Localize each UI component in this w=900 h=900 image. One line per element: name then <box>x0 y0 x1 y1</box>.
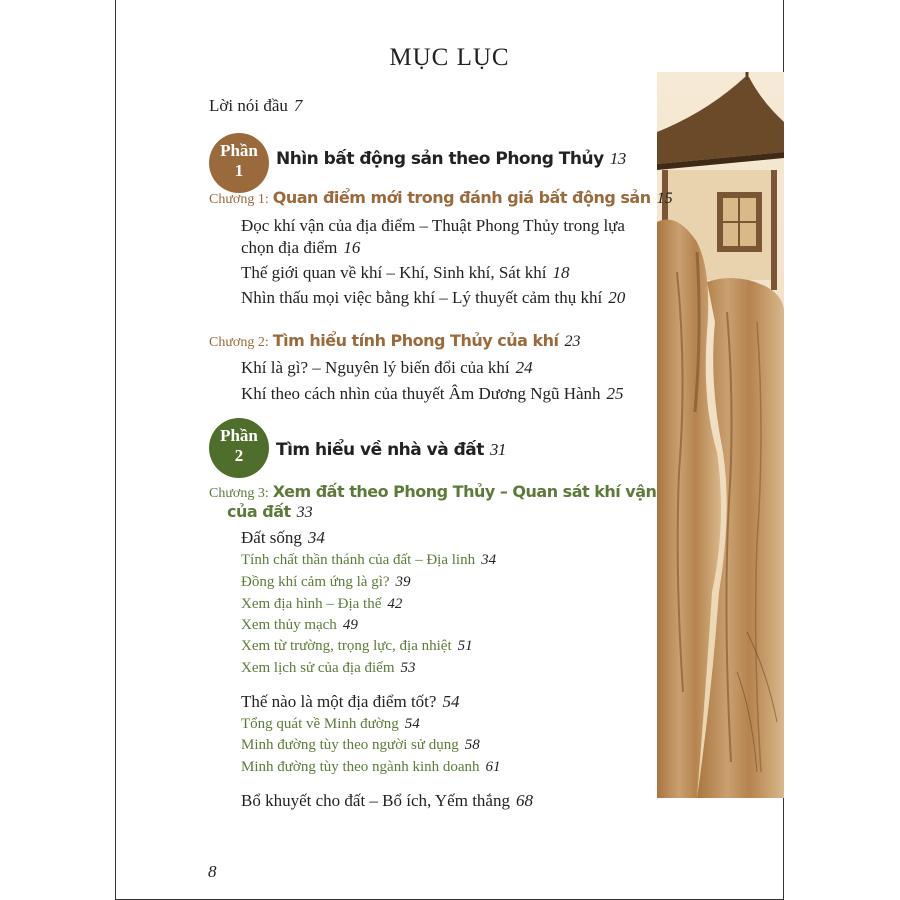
toc-subsection[interactable] <box>241 737 480 754</box>
chapter-label: Chương 3: <box>209 486 269 501</box>
part-number: 1 <box>234 161 244 180</box>
toc-subsection[interactable] <box>241 617 358 634</box>
toc-section-cont[interactable] <box>241 238 360 258</box>
part-word: Phần <box>220 426 258 445</box>
page-number: 20 <box>608 288 626 307</box>
page-number: 54 <box>442 692 460 711</box>
subsection-text: Tổng quát về Minh đường <box>241 716 399 732</box>
subsection-text: Minh đường tùy theo ngành kinh doanh <box>241 759 480 775</box>
toc-section[interactable] <box>241 288 625 308</box>
toc-subsection[interactable] <box>241 574 411 591</box>
temple-photo <box>657 72 784 798</box>
page-number: 15 <box>656 190 673 207</box>
subsection-text: Minh đường tùy theo người sử dụng <box>241 737 459 753</box>
page-number: 23 <box>564 333 581 350</box>
toc-part-2[interactable] <box>276 440 506 460</box>
section-text: Khí theo cách nhìn của thuyết Âm Dương Ngũ Hành <box>241 384 601 403</box>
page-number: 61 <box>485 759 501 775</box>
page-number: 25 <box>606 384 624 403</box>
toc-section[interactable] <box>241 528 325 548</box>
part-number: 2 <box>234 446 244 465</box>
toc-section[interactable] <box>241 358 533 378</box>
toc-chapter-1[interactable] <box>209 188 673 208</box>
part-title: Nhìn bất động sản theo Phong Thủy <box>276 149 604 169</box>
page-number: 34 <box>307 528 325 547</box>
toc-section[interactable] <box>241 791 533 811</box>
part-2-badge <box>209 418 269 478</box>
toc-preface[interactable] <box>209 96 302 116</box>
toc-section[interactable] <box>241 384 624 404</box>
page-number: 16 <box>343 238 361 257</box>
toc-subsection[interactable] <box>241 552 496 569</box>
subsection-text: Xem thủy mạch <box>241 617 337 633</box>
chapter-label: Chương 2: <box>209 335 269 350</box>
page-number: 39 <box>395 574 411 590</box>
toc-section[interactable] <box>241 263 570 283</box>
section-text: Bổ khuyết cho đất – Bổ ích, Yếm thắng <box>241 791 510 810</box>
toc-subsection[interactable] <box>241 638 473 655</box>
chapter-title: Xem đất theo Phong Thủy – Quan sát khí vận <box>272 482 657 501</box>
book-page <box>115 0 784 900</box>
page-number: 18 <box>552 263 570 282</box>
page-number: 34 <box>481 552 497 568</box>
toc-section[interactable] <box>241 692 459 712</box>
section-text: Đất sống <box>241 528 302 547</box>
toc-part-1[interactable] <box>276 149 626 169</box>
page-number: 53 <box>400 660 416 676</box>
section-text: Đọc khí vận của địa điểm – Thuật Phong Thủy trong lựa <box>241 216 625 235</box>
toc-chapter-2[interactable] <box>209 331 581 351</box>
page-number: 13 <box>609 149 626 168</box>
part-1-badge <box>209 133 269 193</box>
subsection-text: Đồng khí cảm ứng là gì? <box>241 574 390 590</box>
toc-subsection[interactable] <box>241 596 402 613</box>
page-number: 33 <box>296 504 313 521</box>
subsection-text: Tính chất thần thánh của đất – Địa linh <box>241 552 476 568</box>
page-number: 24 <box>515 358 533 377</box>
chapter-label: Chương 1: <box>209 192 269 207</box>
temple-rock-illustration <box>657 72 784 798</box>
section-text: Nhìn thấu mọi việc bằng khí – Lý thuyết cảm thụ khí <box>241 288 603 307</box>
section-text: Thế giới quan về khí – Khí, Sinh khí, Sát khí <box>241 263 547 282</box>
toc-section[interactable] <box>241 216 625 236</box>
page-number: 51 <box>457 638 473 654</box>
subsection-text: Xem lịch sử của địa điểm <box>241 660 395 676</box>
toc-subsection[interactable] <box>241 759 501 776</box>
toc-subsection[interactable] <box>241 716 420 733</box>
preface-label: Lời nói đầu <box>209 96 288 115</box>
toc-chapter-3-cont[interactable] <box>227 502 313 522</box>
subsection-text: Xem từ trường, trọng lực, địa nhiệt <box>241 638 452 654</box>
chapter-title: Tìm hiểu tính Phong Thủy của khí <box>272 331 559 350</box>
footer-page-number: 8 <box>208 862 217 881</box>
page-number: 54 <box>404 716 420 732</box>
page-number: 58 <box>464 737 480 753</box>
page-title: MỤC LỤC <box>389 44 510 71</box>
section-text: Khí là gì? – Nguyên lý biến đổi của khí <box>241 358 510 377</box>
page-number: 49 <box>342 617 358 633</box>
page-number: 7 <box>293 96 303 115</box>
page-number: 68 <box>515 791 533 810</box>
section-text: Thế nào là một địa điểm tốt? <box>241 692 437 711</box>
page-number: 42 <box>387 596 403 612</box>
subsection-text: Xem địa hình – Địa thế <box>241 596 382 612</box>
toc-chapter-3[interactable] <box>209 482 656 502</box>
page-number: 31 <box>489 440 506 459</box>
chapter-title: của đất <box>227 502 291 521</box>
part-word: Phần <box>220 141 258 160</box>
chapter-title: Quan điểm mới trong đánh giá bất động sản <box>272 188 651 207</box>
section-text: chọn địa điểm <box>241 238 338 257</box>
toc-subsection[interactable] <box>241 660 416 677</box>
part-title: Tìm hiểu về nhà và đất <box>276 440 484 460</box>
